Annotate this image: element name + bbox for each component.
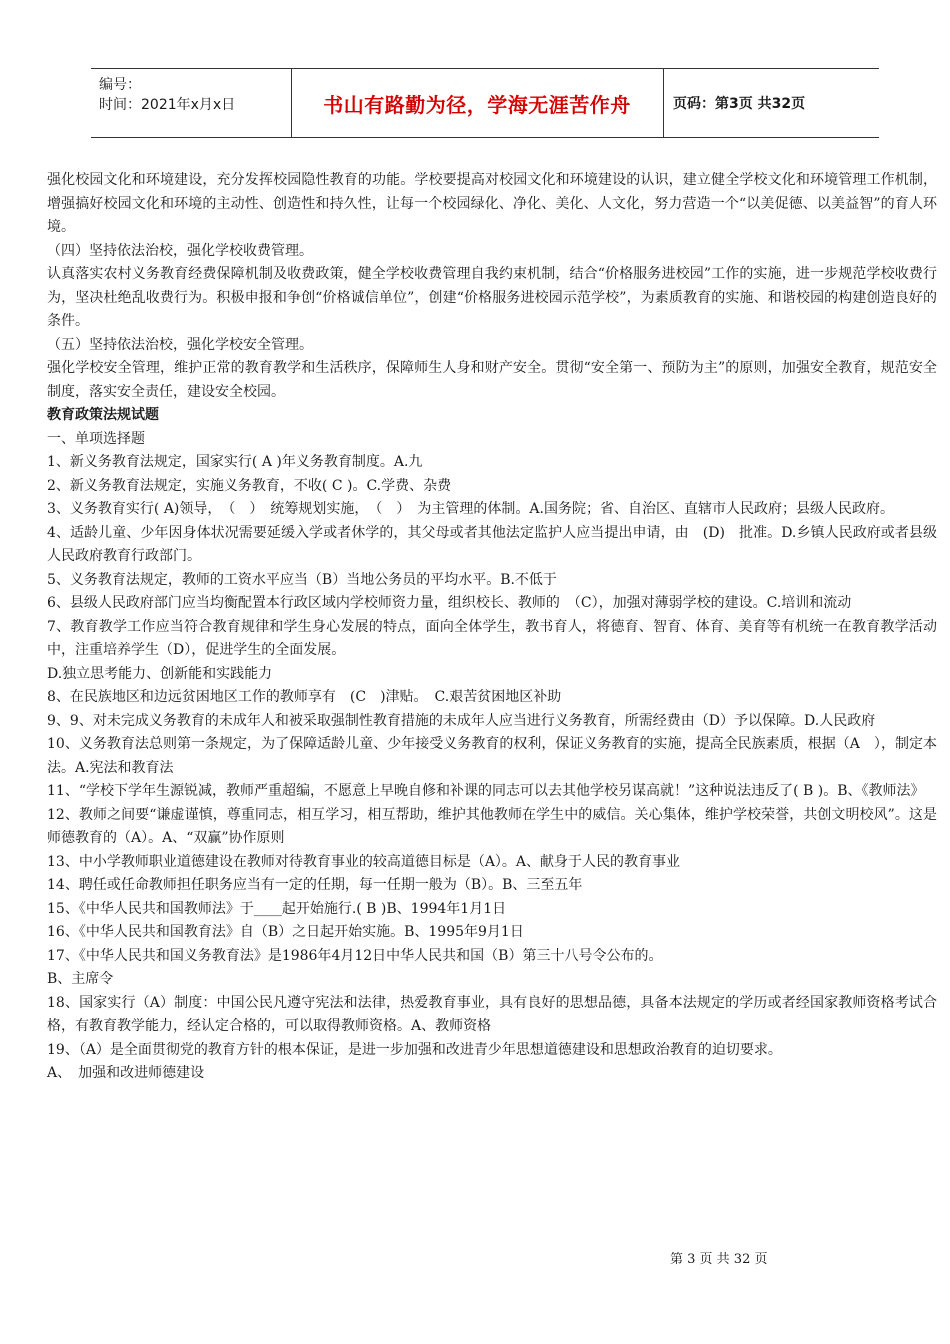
question: 1、新义务教育法规定，国家实行( A )年义务教育制度。A.九 [47,454,423,470]
question: 8、在民族地区和边远贫困地区工作的教师享有 (C )津贴。 C.艰苦贫困地区补助 [47,689,562,705]
page-header [91,68,879,138]
page-footer: 第 3 页 共 32 页 [670,1252,768,1267]
question: 11、“学校下学年生源锐减，教师严重超编，不愿意上早晚自修和补课的同志可以去其他学校另谋高就！”这种说法违反了( B )。B、《教师法》 [47,783,925,799]
question: 18、国家实行（A）制度：中国公民凡遵守宪法和法律，热爱教育事业，具有良好的思想品德，具备本法规定的学历或者经国家教师资格考试合格，有教育教学能力，经认定合格的，可以取得教师资格。A、教师资格 [47,994,937,1034]
question: 17、《中华人民共和国义务教育法》是1986年4月12日中华人民共和国（B）第三十八号令公布的。 [47,947,663,964]
question: A、 加强和改进师德建设 [47,1065,205,1081]
paragraph: 认真落实农村义务教育经费保障机制及收费政策，健全学校收费管理自我约束机制，结合“价格服务进校园”工作的实施，进一步规范学校收费行为，坚决杜绝乱收费行为。积极申报和争创“价格诚信单位”，创建“价格服务进校园示范学校”，为素质教育的实施、和谐校园的构建创造良好的条件。 [47,266,937,329]
question: 12、教师之间要“谦虚谨慎，尊重同志，相互学习，相互帮助，维护其他教师在学生中的威信。关心集体，维护学校荣誉，共创文明校风”。这是师德教育的（A）。A、“双赢”协作原则 [47,806,937,846]
header-meta [99,75,289,115]
question: B、主席令 [47,971,114,987]
time-label: 时间：2021年x月x日 [99,97,236,113]
header-slogan: 书山有路勤为径，学海无涯苦作舟 [323,92,631,117]
question: 16、《中华人民共和国教育法》自（B）之日起开始实施。B、1995年9月1日 [47,924,524,940]
question: 9、9、对未完成义务教育的未成年人和被采取强制性教育措施的未成年人应当进行义务教育，所需经费由（D）予以保障。D.人民政府 [47,712,876,729]
page-code: 页码：第3页 共32页 [673,96,806,112]
paragraph: 强化校园文化和环境建设，充分发挥校园隐性教育的功能。学校要提高对校园文化和环境建设的认识，建立健全学校文化和环境管理工作机制，增强搞好校园文化和环境的主动性、创造性和持久性，让每一个校园绿化、净化、美化、人文化，努力营造一个“以美促德、以美益智”的育人环境。 [47,172,937,235]
paragraph: 强化学校安全管理，维护正常的教育教学和生活秩序，保障师生人身和财产安全。贯彻“安全第一、预防为主”的原则，加强安全教育，规范安全制度，落实安全责任，建设安全校园。 [47,360,937,400]
document-body [47,169,937,1086]
question: 5、义务教育法规定，教师的工资水平应当（B）当地公务员的平均水平。B.不低于 [47,571,557,588]
question: 6、县级人民政府部门应当均衡配置本行政区域内学校师资力量，组织校长、教师的 （C），加强对薄弱学校的建设。C.培训和流动 [47,595,852,611]
question: 19、（A）是全面贯彻党的教育方针的根本保证，是进一步加强和改进青少年思想道德建设和思想政治教育的迫切要求。 [47,1041,782,1058]
question: 4、适龄儿童、少年因身体状况需要延缓入学或者休学的，其父母或者其他法定监护人应当提出申请，由 (D) 批准。D.乡镇人民政府或者县级人民政府教育行政部门。 [47,524,937,564]
question: 10、义务教育法总则第一条规定，为了保障适龄儿童、少年接受义务教育的权利，保证义务教育的实施，提高全民族素质，根据（A ），制定本法。A.宪法和教育法 [47,736,937,776]
question: D.独立思考能力、创新能和实践能力 [47,665,273,682]
question: 14、聘任或任命教师担任职务应当有一定的任期，每一任期一般为（B）。B、三至五年 [47,877,583,893]
serial-label: 编号： [99,77,141,93]
question: 13、中小学教师职业道德建设在教师对待教育事业的较高道德目标是（A）。A、献身于人民的教育事业 [47,853,681,870]
question: 3、义务教育实行( A)领导， （ ） 统筹规划实施， （ ） 为主管理的体制。A.国务院；省、自治区、直辖市人民政府；县级人民政府。 [47,501,894,517]
question: 15、《中华人民共和国教师法》于____起开始施行.( B )B、1994年1月1日 [47,900,507,917]
question: 7、教育教学工作应当符合教育规律和学生身心发展的特点，面向全体学生，教书育人，将德育、智育、体育、美育等有机统一在教育教学活动中，注重培养学生（D），促进学生的全面发展。 [47,618,937,658]
section-title: 教育政策法规试题 [47,407,159,423]
paragraph: （五）坚持依法治校，强化学校安全管理。 [47,336,313,353]
header-divider [663,69,664,137]
question: 2、新义务教育法规定，实施义务教育，不收( C )。C.学费、杂费 [47,477,452,494]
paragraph: （四）坚持依法治校，强化学校收费管理。 [47,242,313,259]
paragraph: 一、单项选择题 [47,430,145,447]
